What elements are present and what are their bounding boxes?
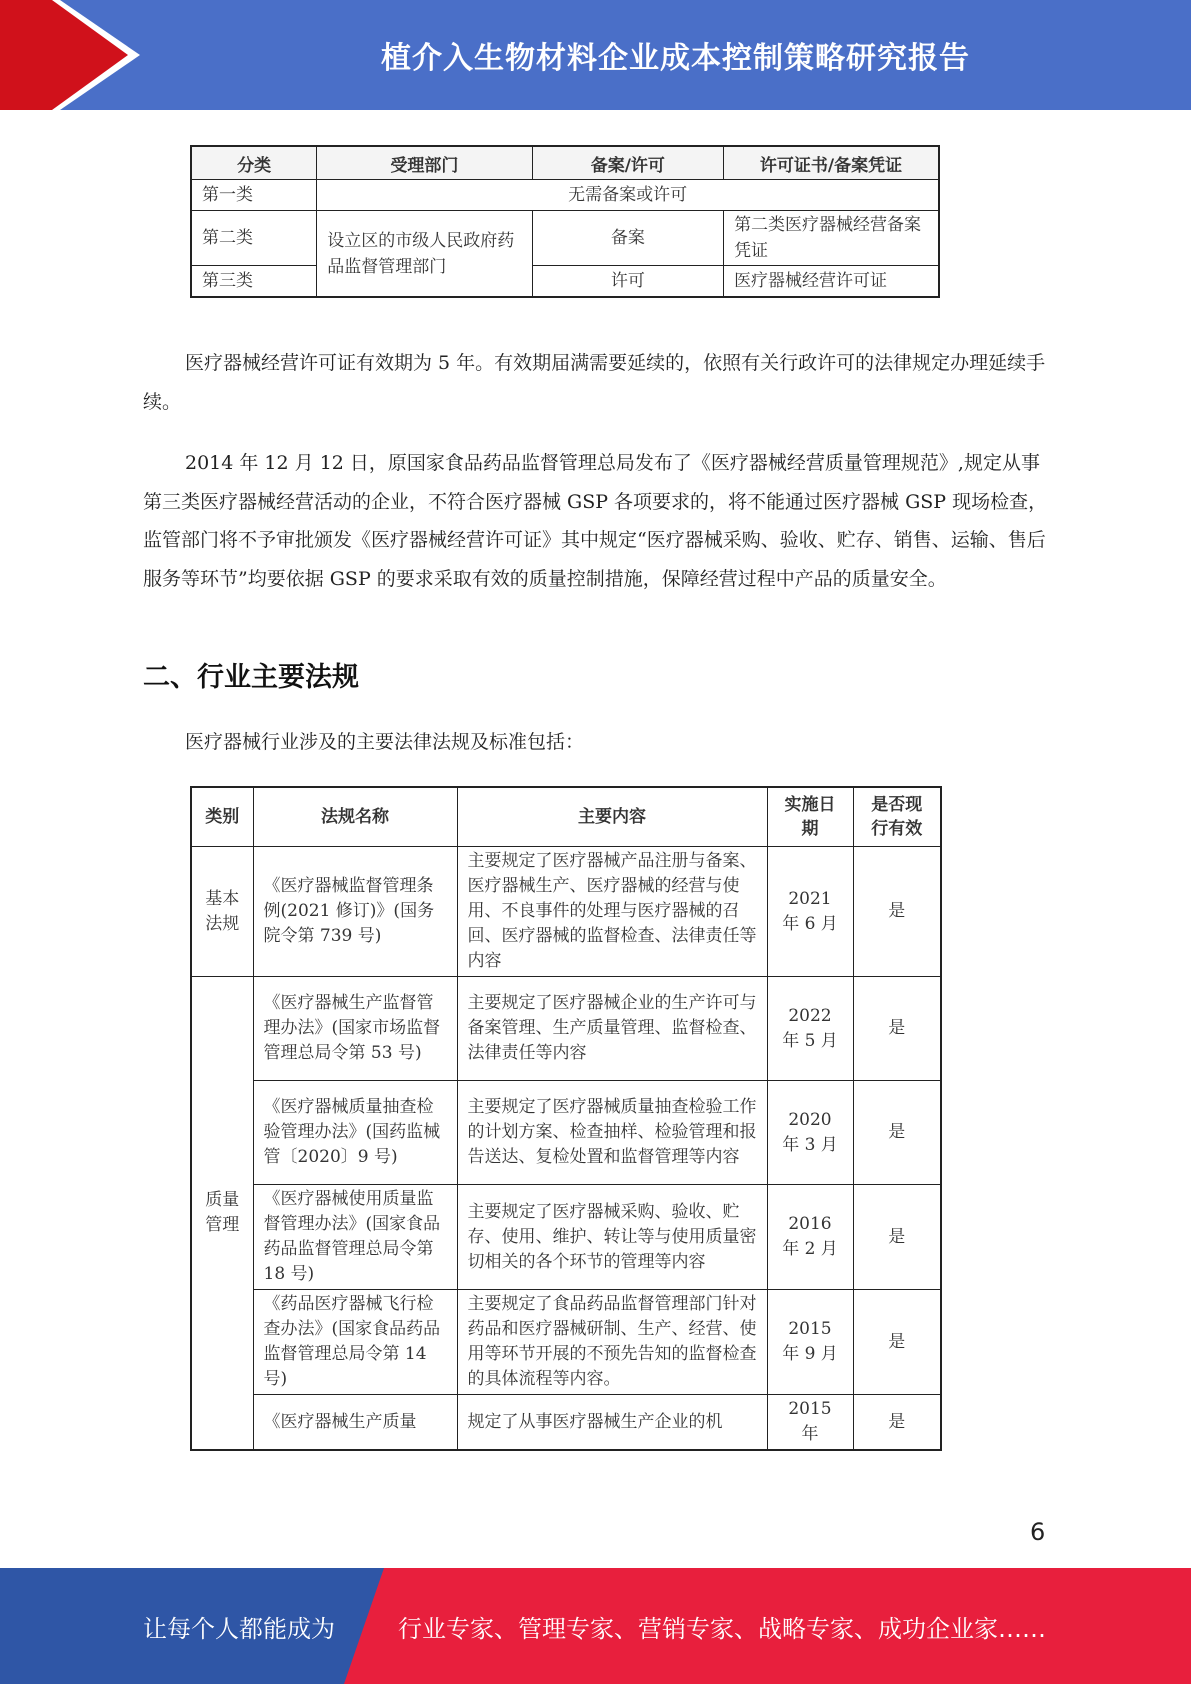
table-cell: 主要规定了医疗器械质量抽查检验工作的计划方案、检查抽样、检验管理和报告送达、复检处置和监督管理等内容	[457, 1081, 767, 1185]
table-row	[191, 1081, 941, 1185]
table-header-cell: 受理部门	[317, 146, 532, 180]
header-arrow-decoration	[0, 0, 160, 110]
table-header-cell: 法规名称	[253, 787, 457, 847]
footer-slogan-left: 让每个人都能成为	[143, 1614, 335, 1643]
table-cell: 《药品医疗器械飞行检查办法》(国家食品药品监督管理总局令第 14 号)	[253, 1290, 457, 1395]
page-header	[0, 0, 1191, 110]
table-cell: 2022 年 5 月	[767, 977, 853, 1081]
report-title: 植介入生物材料企业成本控制策略研究报告	[381, 41, 970, 76]
table-cell: 《医疗器械使用质量监督管理办法》(国家食品药品监督管理总局令第 18 号)	[253, 1185, 457, 1290]
table-cell: 是	[853, 1185, 941, 1290]
table-cell: 无需备案或许可	[317, 180, 939, 211]
table-cell: 第三类	[191, 266, 317, 298]
table-header-cell: 实施日期	[767, 787, 853, 847]
regulations-table	[190, 786, 942, 1451]
category-cell: 质量管理	[191, 977, 253, 1451]
table-cell: 2016 年 2 月	[767, 1185, 853, 1290]
page-number: 6	[1030, 1518, 1046, 1546]
table-row	[191, 1395, 941, 1451]
table-header-cell: 分类	[191, 146, 317, 180]
table-row	[191, 1185, 941, 1290]
table-cell: 是	[853, 977, 941, 1081]
table-header-cell: 备案/许可	[532, 146, 723, 180]
table-cell: 许可	[532, 266, 723, 298]
table-cell: 设立区的市级人民政府药品监督管理部门	[317, 211, 532, 298]
paragraph: 2014 年 12 月 12 日，原国家食品药品监督管理总局发布了《医疗器械经营质量管理规范》,规定从事第三类医疗器械经营活动的企业，不符合医疗器械 GSP 各项要求的，将不能通过医疗器械 GSP 现场检查，监管部门将不予审批颁发《医疗器械经营许可证》其中规定“医疗器械采购、验收、贮存、销售、运输、售后服务等环节”均要依据 GSP 的要求采取有效的质量控制措施，保障经营过程中产品的质量安全。	[143, 452, 1048, 590]
table-header-cell: 是否现行有效	[853, 787, 941, 847]
section-intro: 医疗器械行业涉及的主要法律法规及标准包括：	[185, 731, 585, 753]
table-header-row	[191, 146, 939, 180]
table-header-cell: 主要内容	[457, 787, 767, 847]
table-cell: 2015 年	[767, 1395, 853, 1451]
category-cell: 基本法规	[191, 847, 253, 977]
table-cell: 备案	[532, 211, 723, 266]
table-cell: 是	[853, 1395, 941, 1451]
table-header-row	[191, 787, 941, 847]
table-cell: 是	[853, 1081, 941, 1185]
license-category-table	[190, 145, 940, 298]
paragraph: 医疗器械经营许可证有效期为 5 年。有效期届满需要延续的，依照有关行政许可的法律规定办理延续手续。	[143, 352, 1046, 413]
table-cell: 主要规定了食品药品监督管理部门针对药品和医疗器械研制、生产、经营、使用等环节开展的不预先告知的监督检查的具体流程等内容。	[457, 1290, 767, 1395]
table-cell: 主要规定了医疗器械产品注册与备案、医疗器械生产、医疗器械的经营与使用、不良事件的处理与医疗器械的召回、医疗器械的监督检查、法律责任等内容	[457, 847, 767, 977]
table-cell: 第二类医疗器械经营备案凭证	[724, 211, 939, 266]
table-cell: 主要规定了医疗器械企业的生产许可与备案管理、生产质量管理、监督检查、法律责任等内容	[457, 977, 767, 1081]
table-cell: 《医疗器械生产监督管理办法》(国家市场监督管理总局令第 53 号)	[253, 977, 457, 1081]
table-header-cell: 许可证书/备案凭证	[724, 146, 939, 180]
table-cell: 第一类	[191, 180, 317, 211]
table-cell: 《医疗器械生产质量	[253, 1395, 457, 1451]
table-cell: 是	[853, 847, 941, 977]
section-heading: 二、行业主要法规	[143, 662, 359, 693]
table-cell: 2021 年 6 月	[767, 847, 853, 977]
table-cell: 主要规定了医疗器械采购、验收、贮存、使用、维护、转让等与使用质量密切相关的各个环节的管理等内容	[457, 1185, 767, 1290]
table-row	[191, 211, 939, 266]
table-row	[191, 266, 939, 298]
table-row	[191, 180, 939, 211]
table-row	[191, 1290, 941, 1395]
table-cell: 《医疗器械质量抽查检验管理办法》(国药监械管〔2020〕9 号)	[253, 1081, 457, 1185]
table-header-cell: 类别	[191, 787, 253, 847]
table-row	[191, 847, 941, 977]
table-cell: 是	[853, 1290, 941, 1395]
table-cell: 《医疗器械监督管理条例(2021 修订)》(国务院令第 739 号)	[253, 847, 457, 977]
table-cell: 医疗器械经营许可证	[724, 266, 939, 298]
table-cell: 规定了从事医疗器械生产企业的机	[457, 1395, 767, 1451]
table-cell: 2020 年 3 月	[767, 1081, 853, 1185]
footer-slogan-right: 行业专家、管理专家、营销专家、战略专家、成功企业家……	[398, 1614, 1046, 1643]
table-cell: 2015 年 9 月	[767, 1290, 853, 1395]
table-cell: 第二类	[191, 211, 317, 266]
page-footer	[0, 1568, 1191, 1684]
table-row	[191, 977, 941, 1081]
